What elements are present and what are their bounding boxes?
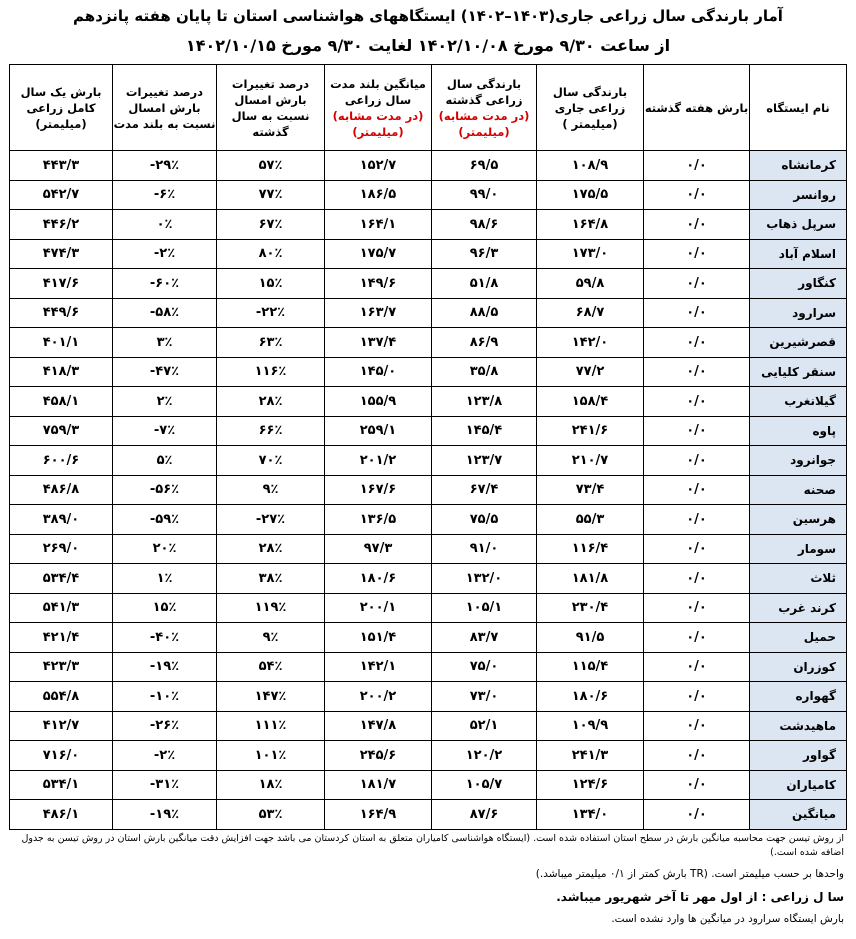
cell-week: ۰/۰ [644,239,750,269]
cell-longterm: ۱۶۳/۷ [325,298,432,328]
cell-week: ۰/۰ [644,475,750,505]
cell-chg-long: ۴۷٪- [113,357,217,387]
cell-last: ۹۶/۳ [432,239,537,269]
cell-longterm: ۱۷۵/۷ [325,239,432,269]
cell-week: ۰/۰ [644,711,750,741]
cell-chg-long: ۵۸٪- [113,298,217,328]
cell-full: ۴۵۸/۱ [10,387,113,417]
header-last-year-period: (در مدت مشابه) [438,108,530,123]
header-last-year [432,65,537,151]
cell-full: ۲۶۹/۰ [10,534,113,564]
cell-last: ۱۰۵/۱ [432,593,537,623]
cell-week: ۰/۰ [644,534,750,564]
cell-full: ۶۰۰/۶ [10,446,113,476]
cell-full: ۵۵۴/۸ [10,682,113,712]
cell-week: ۰/۰ [644,623,750,653]
cell-chg-long: ۱۹٪- [113,800,217,830]
cell-chg-last: ۹٪ [217,623,325,653]
cell-current: ۲۳۰/۴ [537,593,644,623]
cell-longterm: ۲۰۰/۱ [325,593,432,623]
table-row [10,564,847,594]
cell-full: ۵۴۱/۳ [10,593,113,623]
table-body [10,151,847,830]
cell-longterm: ۱۸۶/۵ [325,180,432,210]
cell-chg-last: ۵۴٪ [217,652,325,682]
cell-longterm: ۱۴۹/۶ [325,269,432,299]
cell-full: ۵۳۴/۴ [10,564,113,594]
cell-current: ۱۸۰/۶ [537,682,644,712]
cell-full: ۷۵۹/۳ [10,416,113,446]
cell-station: پاوه [750,416,847,446]
cell-full: ۳۸۹/۰ [10,505,113,535]
cell-chg-last: ۷۷٪ [217,180,325,210]
cell-current: ۷۳/۴ [537,475,644,505]
cell-station: کرمانشاه [750,151,847,181]
table-row [10,446,847,476]
cell-last: ۸۷/۶ [432,800,537,830]
cell-full: ۴۲۱/۴ [10,623,113,653]
cell-last: ۱۴۵/۴ [432,416,537,446]
cell-last: ۵۲/۱ [432,711,537,741]
cell-current: ۱۷۵/۵ [537,180,644,210]
cell-chg-long: ۱۹٪- [113,652,217,682]
cell-week: ۰/۰ [644,151,750,181]
cell-last: ۱۰۵/۷ [432,770,537,800]
cell-week: ۰/۰ [644,269,750,299]
header-longterm-label: میانگین بلند مدت سال زراعی [330,76,426,107]
cell-chg-long: ۵۹٪- [113,505,217,535]
cell-longterm: ۱۳۷/۴ [325,328,432,358]
header-longterm-period: (در مدت مشابه) [332,108,424,123]
cell-station: ثلاث [750,564,847,594]
cell-week: ۰/۰ [644,800,750,830]
cell-last: ۱۳۲/۰ [432,564,537,594]
cell-chg-long: ۲۹٪- [113,151,217,181]
cell-chg-long: ۲٪- [113,239,217,269]
cell-last: ۹۹/۰ [432,180,537,210]
cell-current: ۵۹/۸ [537,269,644,299]
cell-longterm: ۱۵۵/۹ [325,387,432,417]
cell-current: ۹۱/۵ [537,623,644,653]
report-title: آمار بارندگی سال زراعی جاری(۱۴۰۳–۱۴۰۲) ایستگاههای هواشناسی استان تا پایان هفته پانزدهم [73,7,783,25]
cell-last: ۹۸/۶ [432,210,537,240]
cell-week: ۰/۰ [644,770,750,800]
cell-longterm: ۲۴۵/۶ [325,741,432,771]
table-row [10,682,847,712]
cell-chg-last: ۳۸٪ [217,564,325,594]
table-row [10,151,847,181]
cell-station: قصرشیرین [750,328,847,358]
cell-last: ۱۲۳/۸ [432,387,537,417]
cell-chg-last: ۲۷٪- [217,505,325,535]
cell-chg-long: ۱۵٪ [113,593,217,623]
table-header-row [10,65,847,151]
cell-station: کوزران [750,652,847,682]
cell-full: ۴۰۱/۱ [10,328,113,358]
cell-last: ۹۱/۰ [432,534,537,564]
cell-station: گهواره [750,682,847,712]
cell-chg-last: ۲۸٪ [217,387,325,417]
note-units: واحدها بر حسب میلیمتر است. (TR بارش کمتر از ۰/۱ میلیمتر میباشد.) [535,868,844,880]
cell-chg-last: ۶۷٪ [217,210,325,240]
table-row [10,800,847,830]
cell-current: ۲۱۰/۷ [537,446,644,476]
cell-chg-last: ۱۸٪ [217,770,325,800]
cell-chg-last: ۱۱۶٪ [217,357,325,387]
cell-chg-last: ۵۷٪ [217,151,325,181]
cell-full: ۴۸۶/۱ [10,800,113,830]
cell-full: ۴۸۶/۸ [10,475,113,505]
cell-full: ۴۴۳/۳ [10,151,113,181]
rainfall-table [9,64,847,830]
cell-week: ۰/۰ [644,593,750,623]
table-row [10,770,847,800]
table-row [10,741,847,771]
cell-full: ۴۴۹/۶ [10,298,113,328]
table-row [10,357,847,387]
cell-station: اسلام آباد [750,239,847,269]
cell-week: ۰/۰ [644,652,750,682]
cell-last: ۷۵/۵ [432,505,537,535]
cell-chg-long: ۲٪ [113,387,217,417]
report-date-range: از ساعت ۹/۳۰ مورخ ۱۴۰۲/۱۰/۰۸ لغایت ۹/۳۰ مورخ ۱۴۰۲/۱۰/۱۵ [185,36,671,55]
cell-full: ۵۳۴/۱ [10,770,113,800]
cell-station: میانگین [750,800,847,830]
cell-last: ۶۷/۴ [432,475,537,505]
cell-chg-last: ۸۰٪ [217,239,325,269]
cell-current: ۷۷/۲ [537,357,644,387]
cell-chg-long: ۷٪- [113,416,217,446]
table-row [10,210,847,240]
cell-chg-last: ۲۲٪- [217,298,325,328]
cell-current: ۱۷۳/۰ [537,239,644,269]
header-change-longterm: درصد تغییرات بارش امسال نسبت به بلند مدت [113,65,217,151]
cell-station: گواور [750,741,847,771]
cell-station: گیلانغرب [750,387,847,417]
cell-current: ۱۵۸/۴ [537,387,644,417]
cell-week: ۰/۰ [644,446,750,476]
cell-station: ماهیدشت [750,711,847,741]
cell-chg-long: ۶٪- [113,180,217,210]
cell-last: ۷۵/۰ [432,652,537,682]
cell-full: ۴۱۸/۳ [10,357,113,387]
header-longterm [325,65,432,151]
cell-chg-long: ۳٪ [113,328,217,358]
header-full-year: بارش یک سال کامل زراعی (میلیمتر) [10,65,113,151]
cell-chg-long: ۴۰٪- [113,623,217,653]
cell-week: ۰/۰ [644,387,750,417]
cell-chg-long: ۶۰٪- [113,269,217,299]
cell-full: ۵۴۲/۷ [10,180,113,210]
cell-current: ۱۰۹/۹ [537,711,644,741]
cell-station: سرارود [750,298,847,328]
cell-station: جوانرود [750,446,847,476]
cell-last: ۸۳/۷ [432,623,537,653]
cell-chg-long: ۳۱٪- [113,770,217,800]
cell-longterm: ۱۵۱/۴ [325,623,432,653]
table-row [10,505,847,535]
cell-current: ۱۲۴/۶ [537,770,644,800]
cell-chg-long: ۲۶٪- [113,711,217,741]
cell-longterm: ۱۶۴/۱ [325,210,432,240]
cell-last: ۶۹/۵ [432,151,537,181]
cell-station: حمیل [750,623,847,653]
table-row [10,652,847,682]
cell-current: ۵۵/۳ [537,505,644,535]
cell-full: ۴۴۶/۲ [10,210,113,240]
cell-chg-long: ۵۶٪- [113,475,217,505]
cell-longterm: ۱۸۱/۷ [325,770,432,800]
cell-longterm: ۱۴۵/۰ [325,357,432,387]
cell-chg-long: ۲۰٪ [113,534,217,564]
table-row [10,593,847,623]
cell-chg-last: ۱۰۱٪ [217,741,325,771]
cell-week: ۰/۰ [644,210,750,240]
note-sararud: بارش ایستگاه سرارود در میانگین ها وارد نشده است. [611,913,844,925]
cell-longterm: ۱۶۴/۹ [325,800,432,830]
cell-week: ۰/۰ [644,564,750,594]
table-row [10,623,847,653]
cell-current: ۱۰۸/۹ [537,151,644,181]
note-agri-year: سا ل زراعی : از اول مهر تا آخر شهریور میباشد. [556,890,844,904]
cell-last: ۷۳/۰ [432,682,537,712]
cell-chg-long: ۵٪ [113,446,217,476]
cell-longterm: ۹۷/۳ [325,534,432,564]
cell-chg-long: ۱٪ [113,564,217,594]
cell-full: ۴۱۲/۷ [10,711,113,741]
cell-week: ۰/۰ [644,682,750,712]
header-last-year-unit: (میلیمتر) [458,124,510,139]
cell-station: روانسر [750,180,847,210]
cell-longterm: ۱۴۷/۸ [325,711,432,741]
note-thiessen: از روش تیسن جهت محاسبه میانگین بارش در سطح استان استفاده شده است. (ایستگاه هواشناسی کامیاران متعلق به استان کردستان می باشد جهت افزایش دقت میانگین بارش استان در روش تیسن به جدول اضافه شده است.) [21,833,844,858]
table-row [10,239,847,269]
cell-station: سومار [750,534,847,564]
cell-full: ۴۲۳/۳ [10,652,113,682]
cell-last: ۱۲۳/۷ [432,446,537,476]
cell-station: کامیاران [750,770,847,800]
table-row [10,534,847,564]
cell-chg-last: ۲۸٪ [217,534,325,564]
cell-current: ۶۸/۷ [537,298,644,328]
header-station: نام ایستگاه [750,65,847,151]
cell-station: سرپل ذهاب [750,210,847,240]
table-row [10,387,847,417]
cell-chg-last: ۱۵٪ [217,269,325,299]
cell-station: سنقر کلیایی [750,357,847,387]
cell-current: ۱۳۴/۰ [537,800,644,830]
cell-station: صحنه [750,475,847,505]
cell-chg-last: ۶۶٪ [217,416,325,446]
cell-chg-last: ۹٪ [217,475,325,505]
cell-week: ۰/۰ [644,328,750,358]
cell-full: ۷۱۶/۰ [10,741,113,771]
cell-current: ۱۱۶/۴ [537,534,644,564]
table-row [10,416,847,446]
table-row [10,298,847,328]
cell-longterm: ۱۶۷/۶ [325,475,432,505]
cell-week: ۰/۰ [644,741,750,771]
cell-chg-last: ۱۱۹٪ [217,593,325,623]
cell-station: هرسین [750,505,847,535]
cell-full: ۴۱۷/۶ [10,269,113,299]
cell-longterm: ۲۰۰/۲ [325,682,432,712]
cell-current: ۱۱۵/۴ [537,652,644,682]
cell-chg-last: ۶۳٪ [217,328,325,358]
table-row [10,475,847,505]
cell-week: ۰/۰ [644,416,750,446]
header-change-last-year: درصد تغییرات بارش امسال نسبت به سال گذشته [217,65,325,151]
cell-full: ۴۷۴/۳ [10,239,113,269]
cell-chg-last: ۱۱۱٪ [217,711,325,741]
cell-last: ۳۵/۸ [432,357,537,387]
cell-chg-long: ۲٪- [113,741,217,771]
cell-longterm: ۱۸۰/۶ [325,564,432,594]
header-longterm-unit: (میلیمتر) [352,124,404,139]
cell-station: کرند غرب [750,593,847,623]
cell-longterm: ۱۵۲/۷ [325,151,432,181]
table-row [10,269,847,299]
cell-current: ۱۸۱/۸ [537,564,644,594]
cell-current: ۱۶۴/۸ [537,210,644,240]
cell-week: ۰/۰ [644,180,750,210]
cell-week: ۰/۰ [644,357,750,387]
cell-longterm: ۲۵۹/۱ [325,416,432,446]
table-row [10,180,847,210]
cell-chg-last: ۱۴۷٪ [217,682,325,712]
cell-last: ۸۶/۹ [432,328,537,358]
cell-last: ۱۲۰/۲ [432,741,537,771]
cell-chg-last: ۷۰٪ [217,446,325,476]
header-week: بارش هفته گذشته [644,65,750,151]
header-current-year: بارندگی سال زراعی جاری (میلیمتر ) [537,65,644,151]
cell-last: ۸۸/۵ [432,298,537,328]
cell-current: ۱۴۲/۰ [537,328,644,358]
cell-current: ۲۴۱/۶ [537,416,644,446]
cell-week: ۰/۰ [644,505,750,535]
cell-chg-long: ۱۰٪- [113,682,217,712]
header-last-year-label: بارندگی سال زراعی گذشته [445,76,523,107]
cell-last: ۵۱/۸ [432,269,537,299]
cell-longterm: ۱۳۶/۵ [325,505,432,535]
cell-chg-long: ۰٪ [113,210,217,240]
table-row [10,328,847,358]
cell-station: کنگاور [750,269,847,299]
cell-week: ۰/۰ [644,298,750,328]
cell-current: ۲۴۱/۳ [537,741,644,771]
cell-chg-last: ۵۳٪ [217,800,325,830]
cell-longterm: ۱۴۲/۱ [325,652,432,682]
cell-longterm: ۲۰۱/۲ [325,446,432,476]
table-row [10,711,847,741]
